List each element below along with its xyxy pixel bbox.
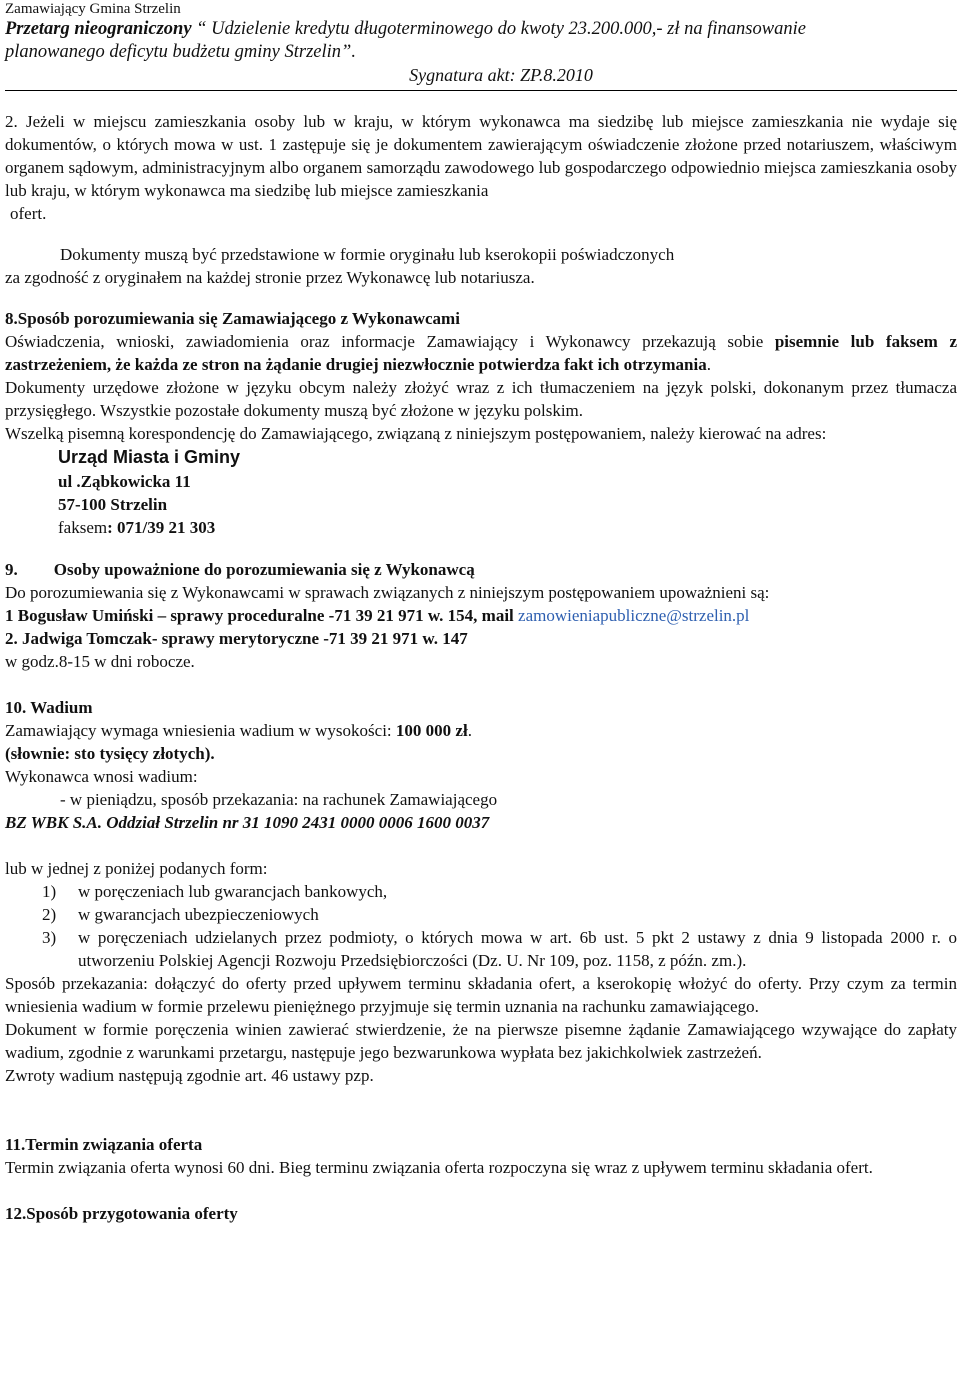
section-10-p2: Wykonawca wnosi wadium: bbox=[5, 767, 198, 786]
section-10-p3: - w pieniądzu, sposób przekazania: na rachunek Zamawiającego bbox=[60, 790, 498, 809]
address-block bbox=[5, 445, 957, 539]
person-1-text: 1 Bogusław Umiński – sprawy proceduralne -71 39 21 971 w. 154, mail bbox=[5, 606, 519, 625]
forms-list bbox=[5, 880, 957, 972]
section-10-p1-normal: Zamawiający wymaga wniesienia wadium w wysokości: bbox=[5, 721, 396, 740]
section-8-p1 bbox=[5, 330, 957, 376]
section-9-number: 9. bbox=[5, 560, 18, 579]
org-name: Zamawiający Gmina Strzelin bbox=[5, 1, 181, 17]
list-item-text: w poręczeniach lub gwarancjach bankowych, bbox=[78, 882, 388, 901]
transfer-method: Sposób przekazania: dołączyć do oferty przed upływem terminu składania ofert, a kserokopię włożyć do oferty. Przy czym za termin wniesienia wadium w formie przelewu pieniężnego przyjmuje się termin uznania na rachunku zamawiającego. bbox=[5, 974, 957, 1016]
documents-line1: Dokumenty muszą być przedstawione w formie oryginału lub kserokopii poświadczonych bbox=[60, 245, 675, 264]
list-item bbox=[5, 926, 957, 972]
section-12-heading: 12.Sposób przygotowania oferty bbox=[5, 1204, 238, 1223]
documents-line2: za zgodność z oryginałem na każdej stronie przez Wykonawcę lub notariusza. bbox=[5, 268, 535, 287]
forms-intro: lub w jednej z poniżej podanych form: bbox=[5, 859, 268, 878]
person-2: 2. Jadwiga Tomczak- sprawy merytoryczne -71 39 21 971 w. 147 bbox=[5, 629, 468, 648]
wadium-return: Zwroty wadium następują zgodnie art. 46 ustawy pzp. bbox=[5, 1066, 374, 1085]
list-item-number: 3. 3) bbox=[42, 928, 57, 947]
paragraph-7-2: 2. Jeżeli w miejscu zamieszkania osoby lub w kraju, w którym wykonawca ma siedzibę lub miejsce zamieszkania nie wydaje się dokumentów, o których mowa w ust. 1 zastępuje się je dokumentem zawierającym oświadczenie złożone przed notariuszem, właściwym organem sądowym, administracyjnym albo organem samorządu zawodowego lub gospodarczego odpowiednio miejsca zamieszkania osoby lub kraju, w którym wykonawca ma siedzibę lub miejsce zamieszkania bbox=[5, 112, 957, 200]
ofert-text: ofert. bbox=[10, 204, 47, 223]
bank-account: BZ WBK S.A. Oddział Strzelin nr 31 1090 2431 0000 0006 1600 0037 bbox=[5, 813, 490, 832]
section-8-p1-normal: Oświadczenia, wnioski, zawiadomienia oraz informacje Zamawiający i Wykonawcy przekazują sobie bbox=[5, 332, 775, 351]
guarantee-doc: Dokument w formie poręczenia winien zawierać stwierdzenie, że na pierwsze pisemne żądanie Zamawiającego wzywające do zapłaty wadium, zgodnie z warunkami przetargu, następuje jego bezwarunkowa wypłata bez jakichkolwiek zastrzeżeń. bbox=[5, 1020, 957, 1062]
tender-quote: “ bbox=[191, 19, 212, 39]
tender-subject-line2: planowanego deficytu budżetu gminy Strzelin”. bbox=[5, 42, 356, 62]
wadium-amount: 100 000 zł bbox=[395, 721, 468, 740]
address-line3: 57-100 Strzelin bbox=[58, 495, 168, 514]
section-9-heading bbox=[5, 558, 957, 581]
tender-subject-line1: Udzielenie kredytu długoterminowego do kwoty 23.200.000,- zł na finansowanie bbox=[211, 19, 806, 39]
section-8-p1-end: . bbox=[706, 355, 711, 374]
document-page bbox=[5, 0, 957, 1225]
section-9-title: Osoby upoważnione do porozumiewania się z Wykonawcą bbox=[53, 560, 475, 579]
signature: Sygnatura akt: ZP.8.2010 bbox=[409, 65, 593, 85]
list-item-number: 2. 2) bbox=[42, 905, 57, 924]
section-8-p1-bold: pisemnie lub faksem z zastrzeżeniem, że każda ze stron na żądanie drugiej niezwłocznie potwierdza fakt ich otrzymania bbox=[5, 332, 957, 374]
section-8-p3: Wszelką pisemną korespondencję do Zamawiającego, związaną z niniejszym postępowaniem, należy kierować na adres: bbox=[5, 424, 827, 443]
wadium-words: (słownie: sto tysięcy złotych). bbox=[5, 744, 215, 763]
list-item-text: w poręczeniach udzielanych przez podmioty, o których mowa w art. 6b ust. 5 pkt 2 ustawy z dnia 9 listopada 2000 r. o utworzeniu Polskiej Agencji Rozwoju Przedsiębiorczości (Dz. U. Nr 109, poz. 1158, z późn. zm.). bbox=[78, 928, 957, 970]
section-8-p2: Dokumenty urzędowe złożone w języku obcym należy złożyć wraz z ich tłumaczeniem na język polski, dokonanym przez tłumacza przysięgłego. Wszystkie pozostałe dokumenty muszą być złożone w języku polskim. bbox=[5, 378, 957, 420]
section-10-p1 bbox=[5, 719, 957, 742]
list-item-number: 1. 1) bbox=[42, 882, 57, 901]
section-10-p1-end: . bbox=[467, 721, 472, 740]
office-hours: w godz.8-15 w dni robocze. bbox=[5, 652, 195, 671]
section-10-heading: 10. Wadium bbox=[5, 698, 93, 717]
tender-title bbox=[5, 18, 957, 64]
address-line1: Urząd Miasta i Gminy bbox=[58, 447, 241, 467]
address-line2: ul .Ząbkowicka 11 bbox=[58, 472, 191, 491]
section-9-intro: Do porozumiewania się z Wykonawcami w sprawach związanych z niniejszym postępowaniem upoważnieni są: bbox=[5, 583, 770, 602]
address-line4 bbox=[58, 516, 957, 539]
list-item bbox=[5, 880, 957, 903]
fax-label: faksem bbox=[58, 518, 108, 537]
tender-prefix: Przetarg nieograniczony bbox=[5, 19, 192, 39]
person-1 bbox=[5, 604, 957, 627]
section-11-p1: Termin związania oferta wynosi 60 dni. Bieg terminu związania oferta rozpoczyna się wraz z upływem terminu składania ofert. bbox=[5, 1158, 873, 1177]
section-11-heading: 11.Termin związania oferta bbox=[5, 1135, 203, 1154]
list-item bbox=[5, 903, 957, 926]
fax-value: : 071/39 21 303 bbox=[107, 518, 216, 537]
list-item-text: w gwarancjach ubezpieczeniowych bbox=[78, 905, 319, 924]
email-link[interactable]: zamowieniapubliczne@strzelin.pl bbox=[518, 606, 750, 625]
section-8-heading: 8.Sposób porozumiewania się Zamawiającego z Wykonawcami bbox=[5, 309, 460, 328]
